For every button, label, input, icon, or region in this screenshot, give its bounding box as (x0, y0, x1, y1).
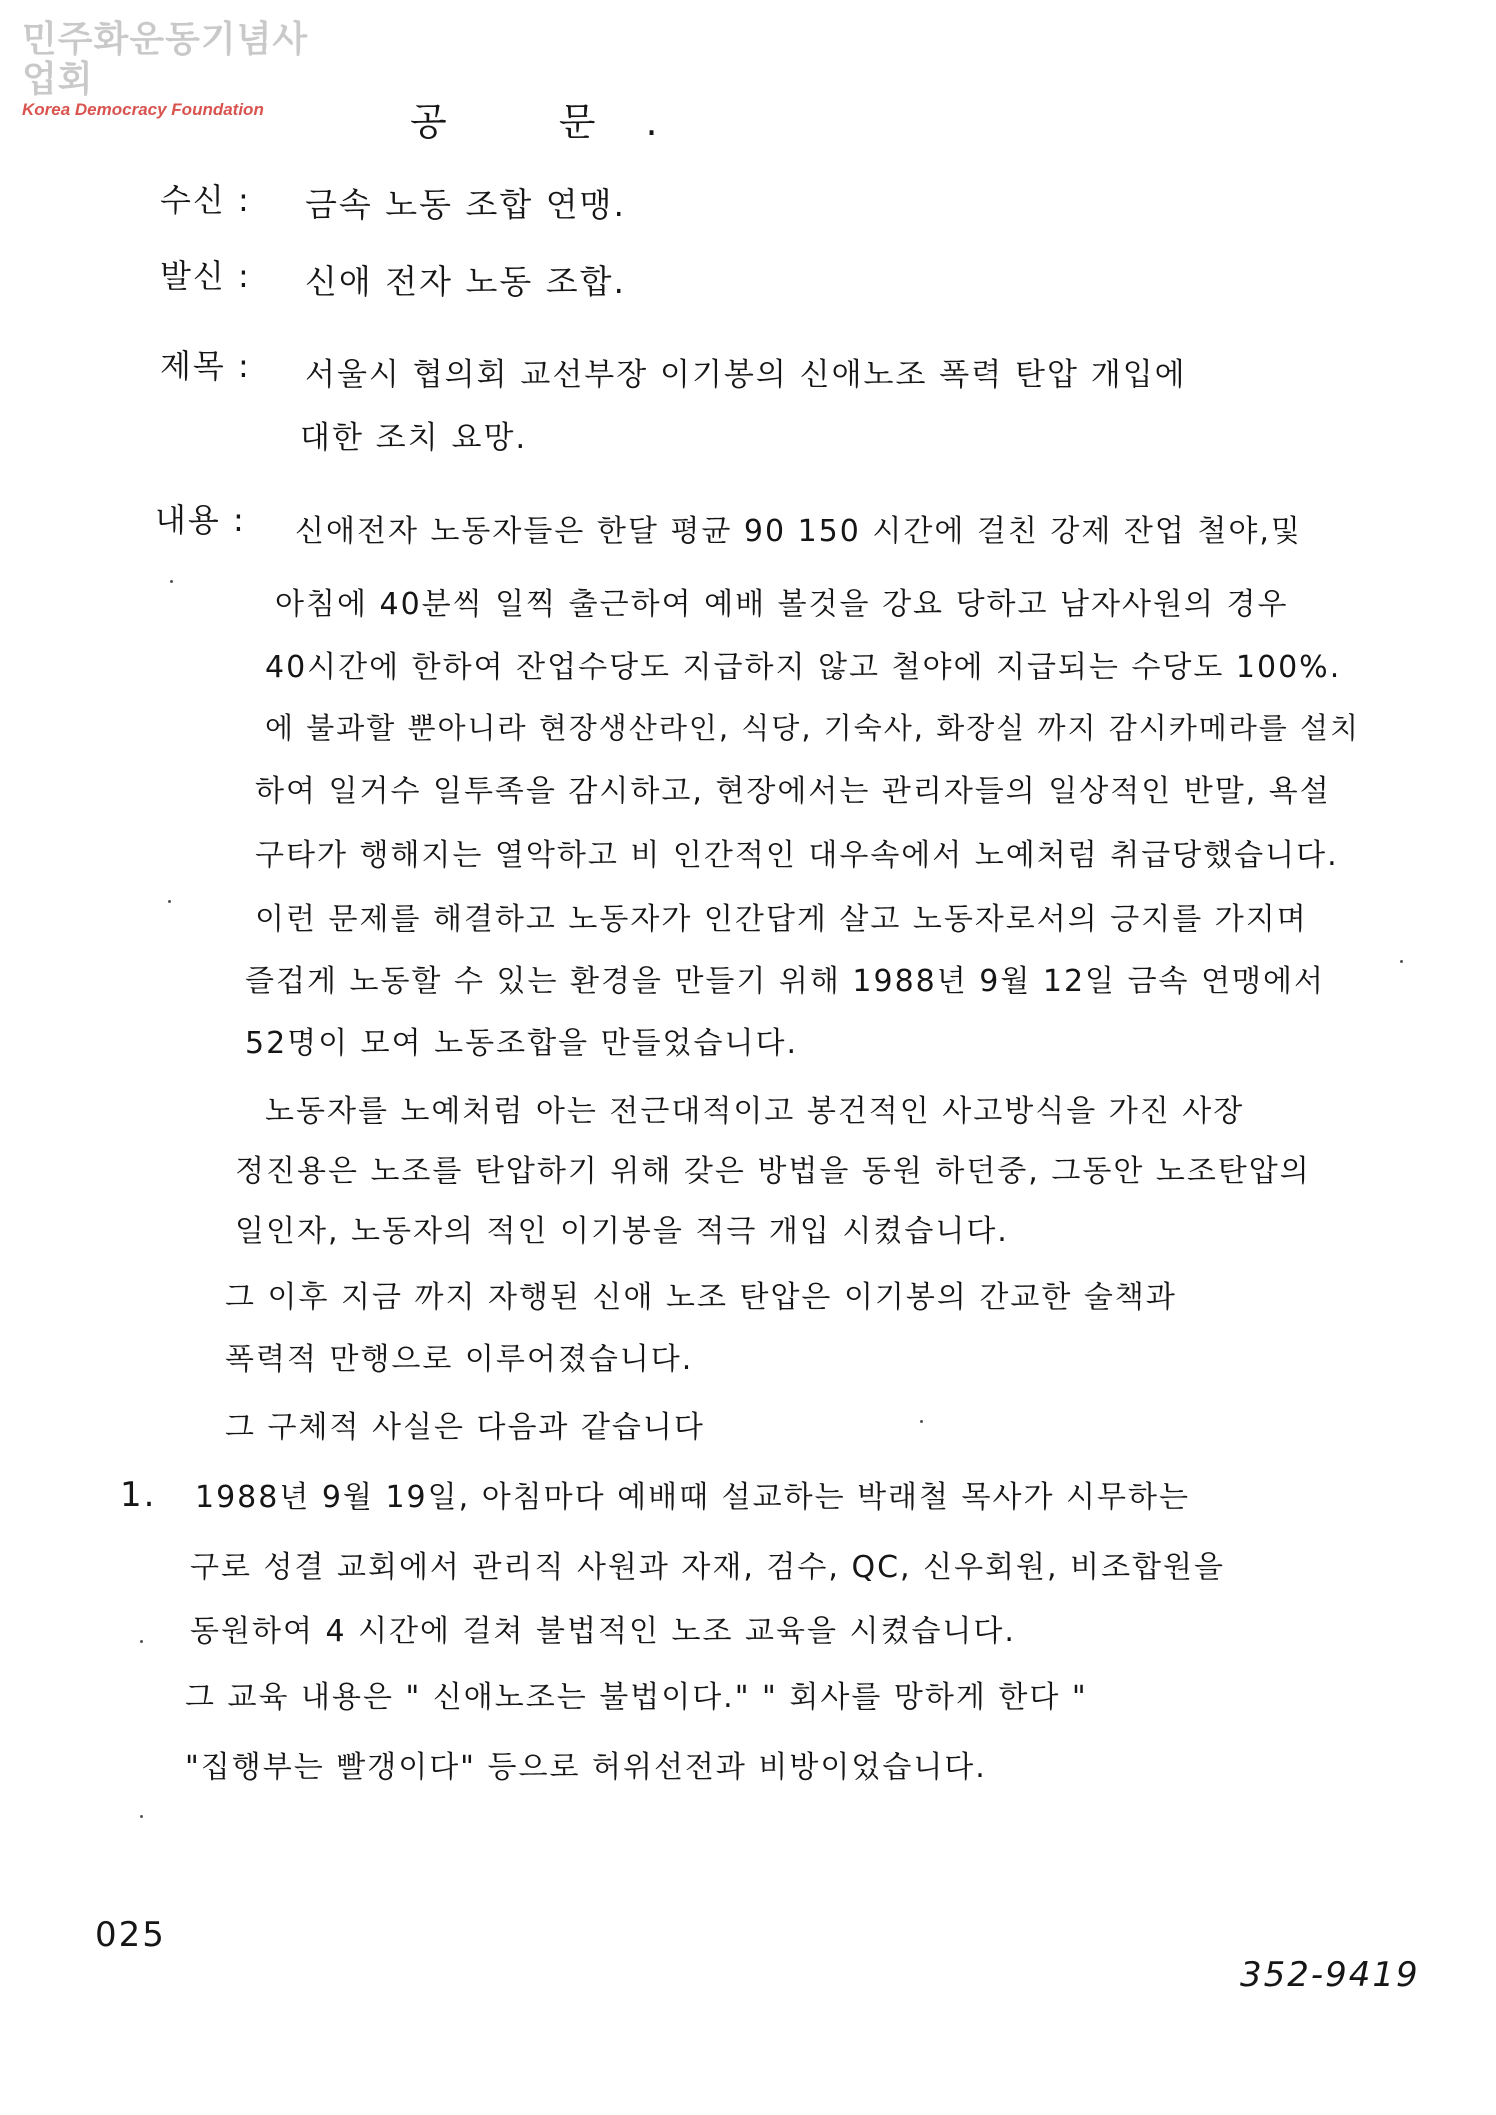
item-1-line-5: "집행부는 빨갱이다" 등으로 허위선전과 비방이었습니다. (185, 1750, 987, 1785)
content-line-9: 52명이 모여 노동조합을 만들었습니다. (245, 1026, 799, 1061)
content-line-14: 폭력적 만행으로 이루어졌습니다. (225, 1342, 694, 1377)
content-line-7: 이런 문제를 해결하고 노동자가 인간답게 살고 노동자로서의 긍지를 가지며 (255, 902, 1308, 937)
watermark-korean: 민주화운동기념사업회 (22, 19, 309, 100)
item-1-line-3: 동원하여 4 시간에 걸쳐 불법적인 노조 교육을 시켰습니다. (190, 1614, 1016, 1649)
content-line-5: 하여 일거수 일투족을 감시하고, 현장에서는 관리자들의 일상적인 반말, 욕설 (255, 774, 1331, 809)
scan-speck (140, 1815, 143, 1818)
item-1-number: 1. (120, 1475, 157, 1515)
content-line-15: 그 구체적 사실은 다음과 같습니다 (225, 1410, 705, 1445)
content-line-2: 아침에 40분씩 일찍 출근하여 예배 볼것을 강요 당하고 남자사원의 경우 (275, 587, 1289, 622)
foundation-watermark (22, 20, 322, 120)
sender-label: 발신 : (160, 257, 251, 295)
watermark-english: Korea Democracy Foundation (22, 100, 264, 119)
recipient-label: 수신 : (160, 181, 251, 219)
content-line-10: 노동자를 노예처럼 아는 전근대적이고 봉건적인 사고방식을 가진 사장 (265, 1094, 1245, 1129)
subject-line-1: 서울시 협의회 교선부장 이기봉의 신애노조 폭력 탄압 개입에 (305, 357, 1187, 393)
content-line-13: 그 이후 지금 까지 자행된 신애 노조 탄압은 이기봉의 간교한 술책과 (225, 1280, 1177, 1315)
item-1-line-2: 구로 성결 교회에서 관리직 사원과 자재, 검수, QC, 신우회원, 비조합원을 (190, 1550, 1225, 1585)
archive-number: 352-9419 (1240, 1955, 1420, 1995)
content-line-3: 40시간에 한하여 잔업수당도 지급하지 않고 철야에 지급되는 수당도 100%. (265, 650, 1342, 685)
content-line-4: 에 불과할 뿐아니라 현장생산라인, 식당, 기숙사, 화장실 까지 감시카메라를 설치 (265, 711, 1361, 745)
scan-speck (170, 580, 173, 583)
document-title: 공 문. (410, 100, 708, 144)
content-label: 내용 : (155, 501, 246, 539)
content-line-11: 정진용은 노조를 탄압하기 위해 갖은 방법을 동원 하던중, 그동안 노조탄압의 (235, 1154, 1311, 1189)
scan-speck (1400, 960, 1403, 963)
subject-label: 제목 : (160, 347, 251, 385)
sender-value: 신애 전자 노동 조합. (305, 262, 626, 301)
content-line-6: 구타가 행해지는 열악하고 비 인간적인 대우속에서 노예처럼 취급당했습니다. (255, 838, 1339, 873)
scan-speck (168, 900, 171, 903)
item-1-line-1: 1988년 9월 19일, 아침마다 예배때 설교하는 박래철 목사가 시무하는 (195, 1480, 1190, 1515)
content-line-1: 신애전자 노동자들은 한달 평균 90 150 시간에 걸친 강제 잔업 철야,및 (295, 514, 1302, 549)
content-line-12: 일인자, 노동자의 적인 이기봉을 적극 개입 시켰습니다. (235, 1214, 1009, 1249)
scan-speck (140, 1640, 143, 1643)
content-line-8: 즐겁게 노동할 수 있는 환경을 만들기 위해 1988년 9월 12일 금속 연맹에서 (245, 964, 1325, 999)
page-mark: 025 (95, 1915, 166, 1955)
subject-line-2: 대한 조치 요망. (300, 420, 528, 456)
item-1-line-4: 그 교육 내용은 " 신애노조는 불법이다." " 회사를 망하게 한다 " (185, 1680, 1088, 1715)
scan-speck (920, 1420, 923, 1423)
recipient-value: 금속 노동 조합 연맹. (305, 185, 626, 224)
